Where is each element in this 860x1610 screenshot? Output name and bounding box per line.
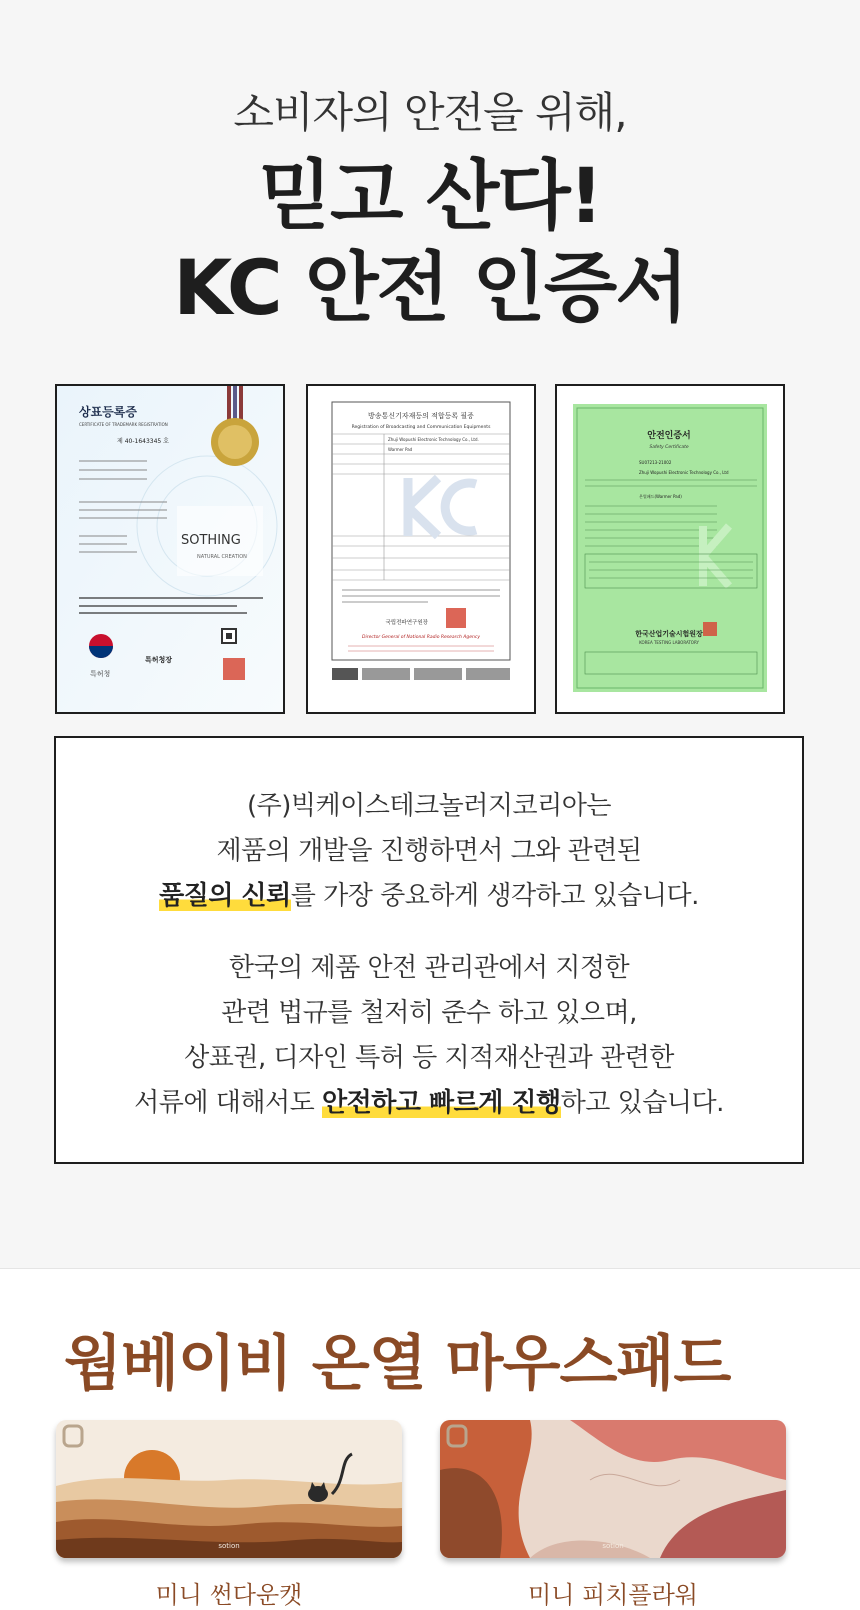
trademark-issuer: 특허청장 — [145, 656, 173, 664]
info-line: 한국의 제품 안전 관리관에서 지정한 — [228, 953, 630, 983]
safety-cert-subtitle: Safety Certificate — [649, 445, 689, 450]
company-info-paragraph-2 — [56, 946, 802, 1126]
safety-cert-product: 온열패드(Warmer Pad) — [639, 494, 682, 499]
pad-brand-mark: sotion — [218, 1542, 240, 1550]
broadcasting-certificate-image — [306, 384, 536, 714]
headline-title — [0, 150, 860, 334]
mousepad-peach-flower-image — [440, 1420, 786, 1558]
info-line: 상표권, 디자인 특허 등 지적재산권과 관련한 — [184, 1043, 674, 1073]
trademark-brand: SOTHING — [181, 533, 241, 548]
mousepad-sundown-cat-image — [56, 1420, 402, 1558]
headline-subtitle: 소비자의 안전을 위해, — [233, 88, 627, 137]
mousepad-peach-flower-label: 미니 피치플라워 — [528, 1581, 698, 1609]
company-info-paragraph-1 — [56, 784, 802, 919]
info-line-pre: 서류에 대해서도 — [134, 1088, 322, 1118]
safety-cert-company: Zhuji Wopushi Electronic Technology Co., Ltd — [639, 470, 729, 475]
safety-certificate-image — [555, 384, 785, 714]
safety-cert-number: SU07213-21002 — [639, 460, 672, 465]
broadcasting-cert-title: 방송통신기자재등의 적합등록 필증 — [368, 412, 474, 420]
info-line: (주)빅케이스테크놀러지코리아는 — [247, 791, 611, 821]
info-line-post: 하고 있습니다. — [560, 1088, 724, 1118]
company-info-box — [54, 736, 804, 1164]
broadcasting-company: Zhuji Wopushi Electronic Technology Co., Ltd. — [388, 437, 479, 442]
trademark-cert-subtitle: CERTIFICATE OF TRADEMARK REGISTRATION — [79, 422, 168, 427]
info-line-highlighted — [56, 1081, 802, 1126]
trademark-brand-sub: NATURAL CREATION — [197, 554, 247, 560]
info-line-highlighted — [56, 874, 802, 919]
highlight-quality-trust: 품질의 신뢰 — [159, 881, 291, 911]
trademark-office: 특허청 — [90, 670, 111, 678]
safety-cert-issuer: 한국산업기술시험원장 — [635, 630, 703, 638]
info-line: 제품의 개발을 진행하면서 그와 관련된 — [216, 836, 642, 866]
broadcasting-cert-subtitle: Registration of Broadcasting and Communication Equipments — [351, 425, 491, 430]
info-line-rest: 를 가장 중요하게 생각하고 있습니다. — [290, 881, 699, 911]
broadcasting-footer: Director General of National Radio Research Agency — [362, 635, 480, 640]
section-divider — [0, 1268, 860, 1269]
trademark-certificate-image — [55, 384, 285, 714]
broadcasting-issuer: 국립전파연구원장 — [385, 620, 428, 626]
info-line: 관련 법규를 철저히 준수 하고 있으며, — [221, 998, 637, 1028]
pad-brand-mark: sotion — [602, 1542, 624, 1550]
trademark-cert-number: 제 40-1643345 호 — [117, 438, 169, 445]
safety-cert-title: 안전인증서 — [647, 431, 691, 441]
product-title: 웜베이비 온열 마우스패드 — [64, 1329, 731, 1399]
highlight-fast-safe: 안전하고 빠르게 진행 — [321, 1088, 561, 1118]
safety-cert-issuer-en: KOREA TESTING LABORATORY — [639, 640, 699, 645]
mousepad-sundown-cat-label: 미니 썬다운캣 — [155, 1581, 303, 1609]
trademark-cert-title: 상표등록증 — [79, 405, 137, 419]
broadcasting-model: Warmer Pad — [388, 447, 413, 452]
headline-title-line2: KC 안전 인증서 — [173, 243, 687, 332]
headline-title-line1: 믿고 산다! — [258, 151, 602, 240]
